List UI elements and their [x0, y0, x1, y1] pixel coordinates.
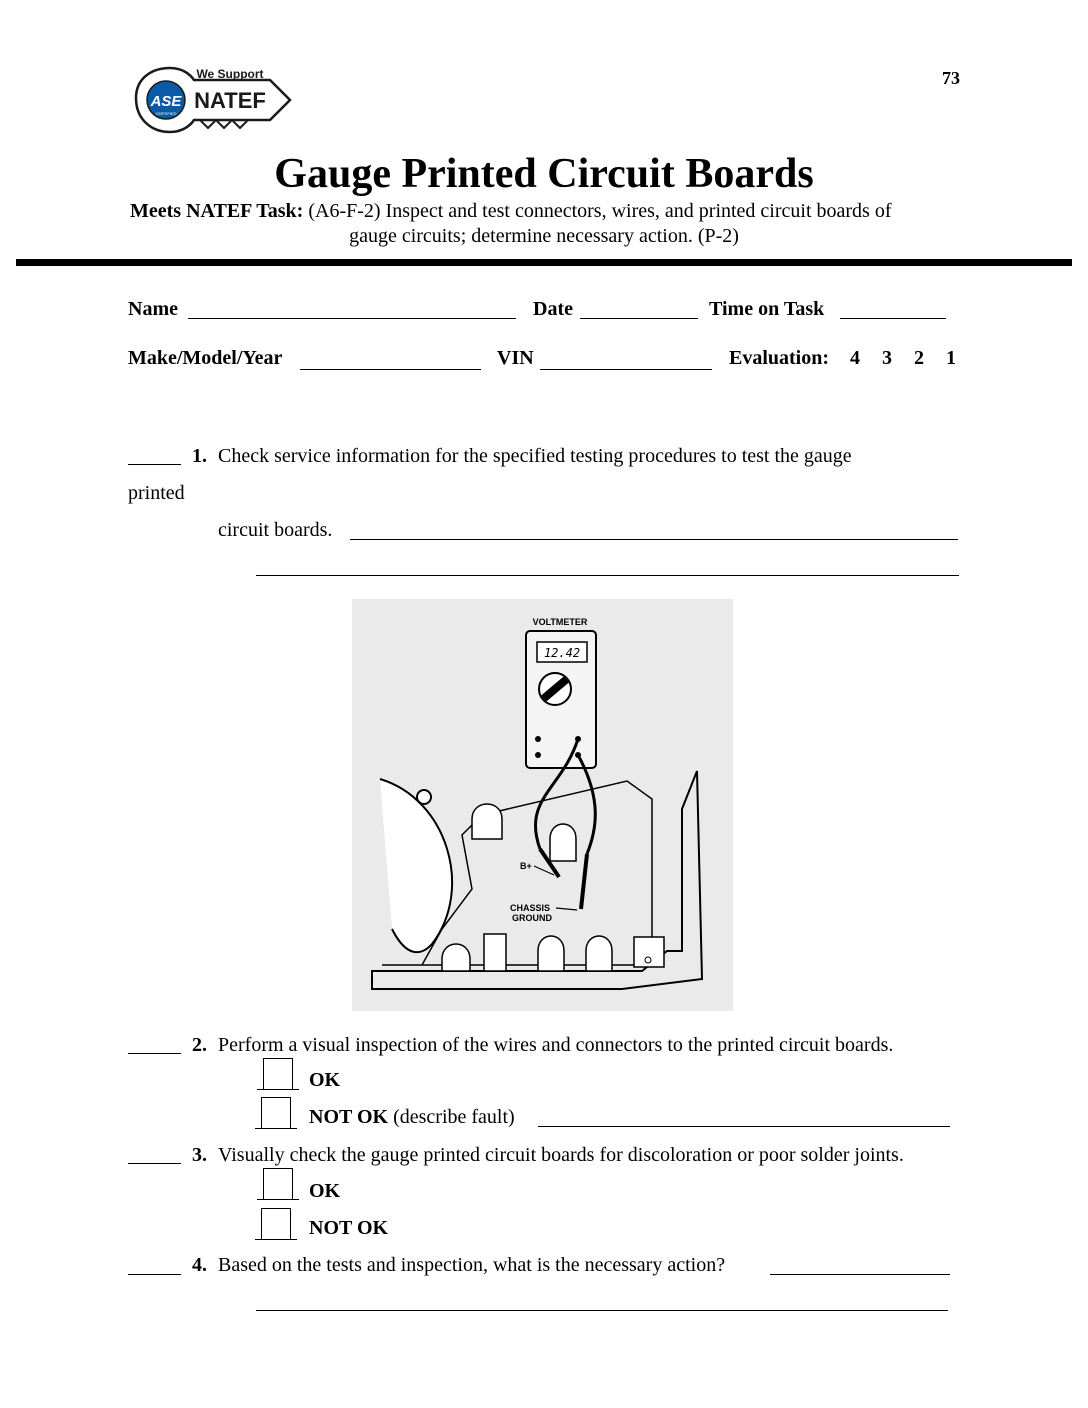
vehicle-label: Make/Model/Year — [128, 347, 283, 369]
voltmeter-reading: 12.42 — [543, 646, 581, 660]
header-divider — [16, 259, 1072, 266]
gauge-pivot — [417, 790, 431, 804]
evaluation-label: Evaluation: — [729, 347, 830, 369]
step3-not-ok-checkbox-underline — [255, 1239, 297, 1240]
step2-not-ok-label: NOT OK — [309, 1106, 389, 1128]
step1-text-c: circuit boards. — [218, 519, 333, 541]
date-label: Date — [533, 298, 573, 320]
step2-not-ok-note: (describe fault) — [393, 1106, 515, 1128]
step4-answer-line-1[interactable] — [770, 1274, 950, 1275]
ground-label: GROUND — [512, 913, 552, 923]
step1-answer-line-1[interactable] — [350, 539, 958, 540]
step2-text: Perform a visual inspection of the wires and connectors to the printed circuit boards. — [218, 1034, 894, 1056]
ground-arrow — [556, 908, 577, 910]
step2-ok-checkbox-underline — [257, 1089, 299, 1090]
step2-ok-checkbox[interactable] — [263, 1058, 293, 1090]
ase-natef-logo — [130, 58, 295, 143]
step3-ok-checkbox[interactable] — [263, 1168, 293, 1200]
probe-ground — [581, 854, 587, 909]
step2-number: 2. — [192, 1034, 207, 1056]
logo-main-text: NATEF — [194, 88, 266, 113]
task-line-2: gauge circuits; determine necessary action. (P-2) — [349, 225, 739, 247]
step3-ok-checkbox-underline — [257, 1199, 299, 1200]
score-2[interactable]: 2 — [914, 347, 924, 369]
step2-fault-line[interactable] — [538, 1126, 950, 1127]
name-label: Name — [128, 298, 178, 320]
step1-text-a: Check service information for the specified testing procedures to test the gauge — [218, 445, 852, 467]
step2-not-ok-checkbox-underline — [255, 1128, 297, 1129]
bulb-socket-1 — [472, 804, 502, 839]
step3-ok-label: OK — [309, 1180, 341, 1202]
score-3[interactable]: 3 — [882, 347, 892, 369]
vehicle-field[interactable] — [300, 369, 481, 370]
step4-check-blank[interactable] — [128, 1274, 181, 1275]
page-number: 73 — [942, 68, 960, 88]
bulb-socket-3 — [442, 944, 470, 971]
bulb-socket-6 — [586, 936, 612, 971]
date-field[interactable] — [580, 318, 698, 319]
step2-not-ok-checkbox[interactable] — [261, 1097, 291, 1129]
step3-not-ok-checkbox[interactable] — [261, 1208, 291, 1240]
step2-check-blank[interactable] — [128, 1053, 181, 1054]
task-line-1 — [130, 199, 892, 223]
step1-check-blank[interactable] — [128, 464, 181, 465]
name-field[interactable] — [188, 318, 516, 319]
step3-check-blank[interactable] — [128, 1163, 181, 1164]
voltmeter-figure — [352, 599, 733, 1011]
score-1[interactable]: 1 — [946, 347, 956, 369]
step1-number: 1. — [192, 445, 207, 467]
test-lead-black — [578, 755, 595, 854]
time-label: Time on Task — [709, 298, 825, 320]
chassis-label: CHASSIS — [510, 903, 551, 913]
bplus-label: B+ — [520, 861, 532, 871]
step2-not-ok-row — [309, 1105, 515, 1129]
step4-text: Based on the tests and inspection, what is the necessary action? — [218, 1254, 726, 1276]
step1-text-b: printed — [128, 482, 185, 504]
bulb-socket-5 — [538, 936, 564, 971]
logo-small-text: CERTIFIED — [155, 111, 177, 116]
ase-natef-key-logo-icon — [130, 58, 295, 143]
bulb-socket-4 — [484, 934, 506, 971]
logo-badge-text: ASE — [150, 93, 182, 110]
task-label: Meets NATEF Task: — [130, 200, 304, 222]
vin-field[interactable] — [540, 369, 712, 370]
voltmeter-jack-1 — [535, 736, 541, 742]
task-text-1: (A6-F-2) Inspect and test connectors, wires, and printed circuit boards of — [308, 200, 892, 222]
step3-number: 3. — [192, 1144, 207, 1166]
step4-number: 4. — [192, 1254, 207, 1276]
step2-ok-label: OK — [309, 1069, 341, 1091]
voltmeter-jack-2 — [535, 752, 541, 758]
vin-label: VIN — [497, 347, 534, 369]
step4-answer-line-2[interactable] — [256, 1310, 948, 1311]
voltmeter-illustration — [352, 599, 733, 1011]
bulb-socket-2 — [550, 824, 576, 861]
page-title: Gauge Printed Circuit Boards — [274, 151, 814, 197]
score-4[interactable]: 4 — [850, 347, 860, 369]
time-field[interactable] — [840, 318, 946, 319]
voltmeter-title: VOLTMETER — [532, 617, 588, 627]
step1-answer-line-2[interactable] — [256, 575, 959, 576]
logo-top-text: We Support — [196, 67, 264, 81]
gauge-dial-edge — [380, 779, 452, 952]
step3-not-ok-label: NOT OK — [309, 1217, 389, 1239]
step3-text: Visually check the gauge printed circuit boards for discoloration or poor solder joints. — [218, 1144, 904, 1166]
